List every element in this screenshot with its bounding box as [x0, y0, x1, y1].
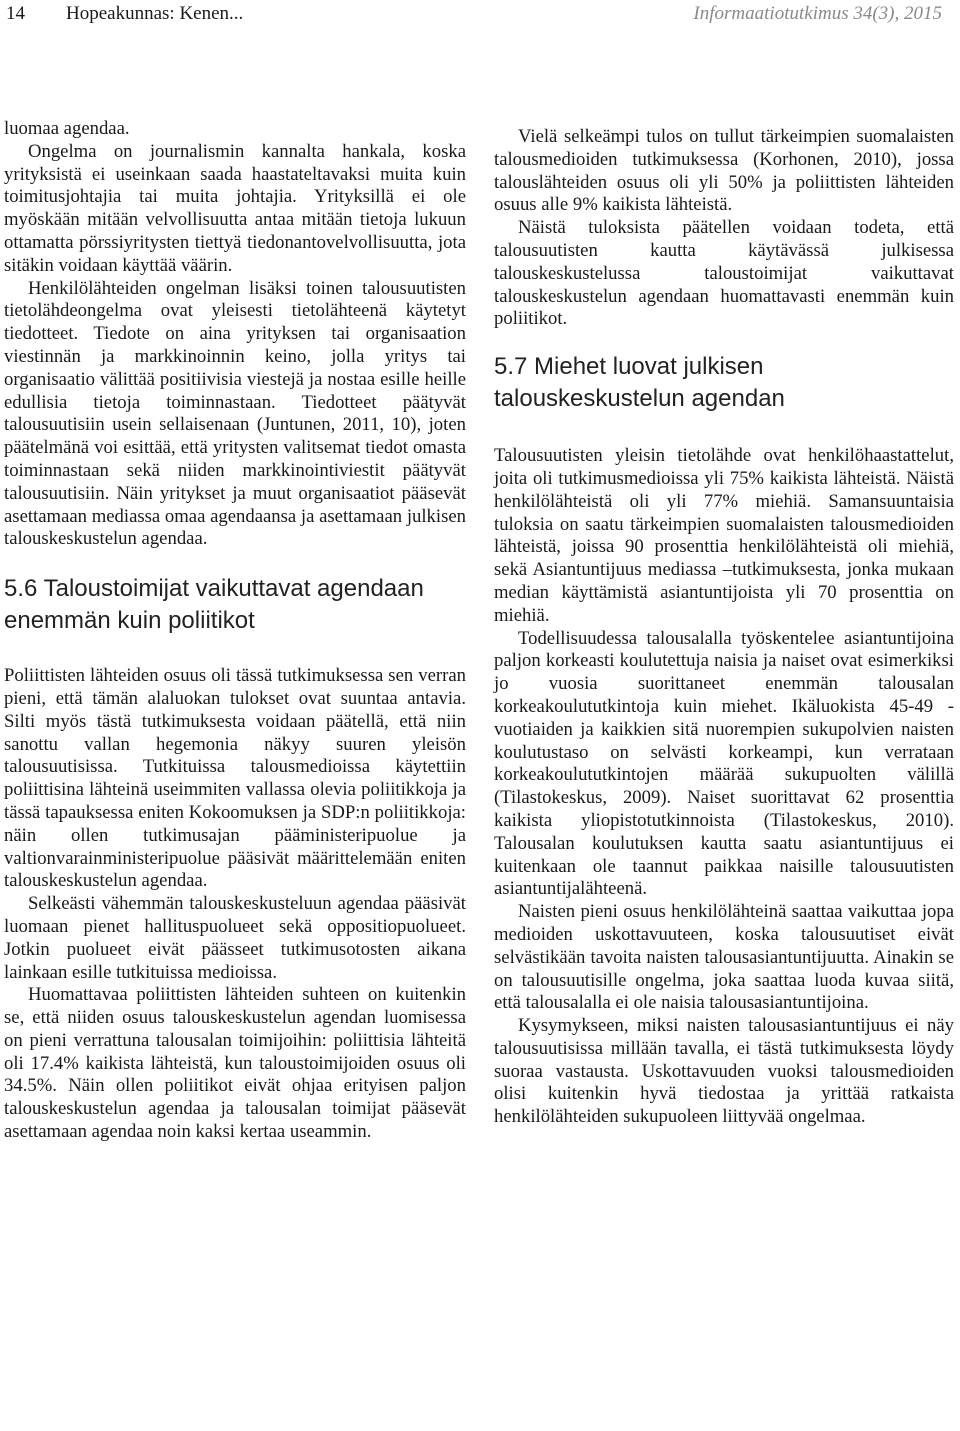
paragraph-journalism-problem: Ongelma on journalismin kannalta hankala, koska yrityksistä ei useinkaan saada haastateltavaksi muita kuin toimitusjohtajia tai muita johtajia. Yrityksillä ei ole myöskään mitään velvollisuutta antaa mitään tietoja lukuun ottamatta pörssiyritysten tiettyä tiedonantovelvollisuutta, jota sitäkin voidaan käyttää väärin.	[4, 140, 466, 276]
paragraph-political-sources: Poliittisten lähteiden osuus oli tässä tutkimuksessa sen verran pieni, että tämän alaluokan tulokset ovat suuntaa antavia. Silti myös tästä tutkimuksesta voidaan päätellä, että niin sanottu vallan hegemonia näkyy suuren yleisön talousuutisissa. Tutkituissa talousmedioissa käytettiin poliittisina lähteinä useimmiten vallassa olevia poliitikkoja ja tässä tapauksessa eniten Kokoomuksen ja SDP:n poliitikkoja: näin ollen tutkimusajan pääministeripuolue ja valtionvarainministeripuolue pääsivät määrittelemään eniten talouskeskustelun agendaa.	[4, 665, 466, 892]
paragraph-press-releases: Henkilölähteiden ongelman lisäksi toinen talousuutisten tietolähdeongelma ovat yleisesti tietolähteenä käytetyt tiedotteet. Tiedote on aina yrityksen tai organisaation viestinnän ja markkinoinnin keino, jolla yritys tai organisaatio välittää positiivisia viestejä ja nostaa esille heille edullisia tietoja toiminnastaan. Tiedotteet päätyvät talousuutisiin usein sellaisenaan (Juntunen, 2011, 10), joten päätelmänä voi esittää, että yritysten valitsemat tiedot omasta toiminnastaan sekä niiden markkinointiviestit päätyvät talousuutisiin. Näin yritykset ja muut organisaatiot pääsevät asettamaan mediassa omaa agendaansa ja asettamaan julkisen talouskeskustelun agendaa.	[4, 277, 466, 550]
paragraph-credibility: Naisten pieni osuus henkilölähteinä saattaa vaikuttaa jopa medioiden uskottavuuteen, koska talousuutiset eivät selvästikään tavoita naisten talousasiantuntijuutta. Ainakin se on talousuutisille ongelma, joka saattaa luoda kuvaa siitä, että talousalalla ei ole naisia talousasiantuntijoina.	[494, 901, 954, 1014]
running-head	[0, 0, 960, 32]
right-column	[494, 126, 954, 1129]
paragraph-earlier-study: Vielä selkeämpi tulos on tullut tärkeimpien suomalaisten talousmedioiden tutkimuksessa (Korhonen, 2010), jossa talouslähteiden osuus oli yli 50% ja poliittisten lähteiden osuus alle 9% kaikista lähteistä.	[494, 126, 954, 216]
paragraph-small-parties: Selkeästi vähemmän talouskeskusteluun agendaa pääsivät luomaan pienet hallituspuolueet sekä oppositiopuolueet. Jotkin puolueet eivät päässeet tutkimusotosten aikana lainkaan esille tutkituissa medioissa.	[4, 893, 466, 983]
paragraph-source-shares: Huomattavaa poliittisten lähteiden suhteen on kuitenkin se, että niiden osuus talouskeskustelun agendan luomisessa on pieni verrattuna talousalan toimijoihin: poliittisia lähteitä oli 17.4% kaikista lähteistä, kun taloustoimijoiden osuus oli 34.5%. Näin ollen poliitikot eivät ohjaa erityisen paljon talouskeskustelun agendaa ja talousalan toimijat pääsevät asettamaan agendaa noin kaksi kertaa useammin.	[4, 984, 466, 1143]
paragraph-open-question: Kysymykseen, miksi naisten talousasiantuntijuus ei näy talousuutisissa millään tavalla, ei tästä tutkimuksesta löydy suoraa vastausta. Uskottavuuden vuoksi talousmedioiden olisi kuitenkin hyvä tiedostaa ja yrittää ratkaista henkilölähteiden sukupuoleen liittyvää ongelmaa.	[494, 1015, 954, 1128]
paragraph-person-sources: Talousuutisten yleisin tietolähde ovat henkilöhaastattelut, joita oli tutkimusmedioissa yli 75% kaikista lähteistä. Näistä henkilölähteistä oli yli 77% miehiä. Samansuuntaisia tuloksia on saatu tärkeimpien suomalaisten talousmedioiden lähteistä, joissa 90 prosenttia henkilölähteistä oli miehiä, sekä Asiantuntijuus mediassa –tutkimuksesta, jonka mukaan median käyttämistä asiantuntijoista yli 70 prosenttia on miehiä.	[494, 445, 954, 626]
paragraph-conclusion: Näistä tuloksista päätellen voidaan todeta, että talousuutisten kautta käytävässä julkisessa talouskeskustelussa taloustoimijat vaikuttavat talouskeskustelun agendaan huomattavasti enemmän kuin poliitikot.	[494, 217, 954, 330]
paragraph-women-education: Todellisuudessa talousalalla työskentelee asiantuntijoina paljon korkeasti koulutettuja naisia ja naiset ovat esimerkiksi jo vuosia suorittaneet enemmän talousalan korkeakoulututkintoja kuin miehet. Ikäluokista 45-49 -vuotiaiden ja kaikkien sitä nuorempien sukupolvien naisten koulutustaso on selvästi korkeampi, kun verrataan korkeakoulututkintojen määrää sukupuolten välillä (Tilastokeskus, 2009). Naiset suorittavat 62 prosenttia kaikista yliopistotutkinnoista (Tilastokeskus, 2010). Talousalan koulutuksen kautta saatu asiantuntijuus ei kuitenkaan ole taannut paikkaa naisille talousuutisten asiantuntijalähteenä.	[494, 627, 954, 900]
article-short-title: Hopeakunnas: Kenen...	[66, 3, 244, 24]
page-number: 14	[6, 3, 25, 24]
left-column	[4, 118, 466, 1144]
paragraph-continuation: luomaa agendaa.	[4, 118, 130, 139]
section-heading-5-7: 5.7 Miehet luovat julkisen talouskeskustelun agendan	[494, 353, 785, 413]
section-heading-5-6: 5.6 Taloustoimijat vaikuttavat agendaan enemmän kuin poliitikot	[4, 575, 424, 635]
journal-reference: Informaatiotutkimus 34(3), 2015	[693, 3, 942, 24]
